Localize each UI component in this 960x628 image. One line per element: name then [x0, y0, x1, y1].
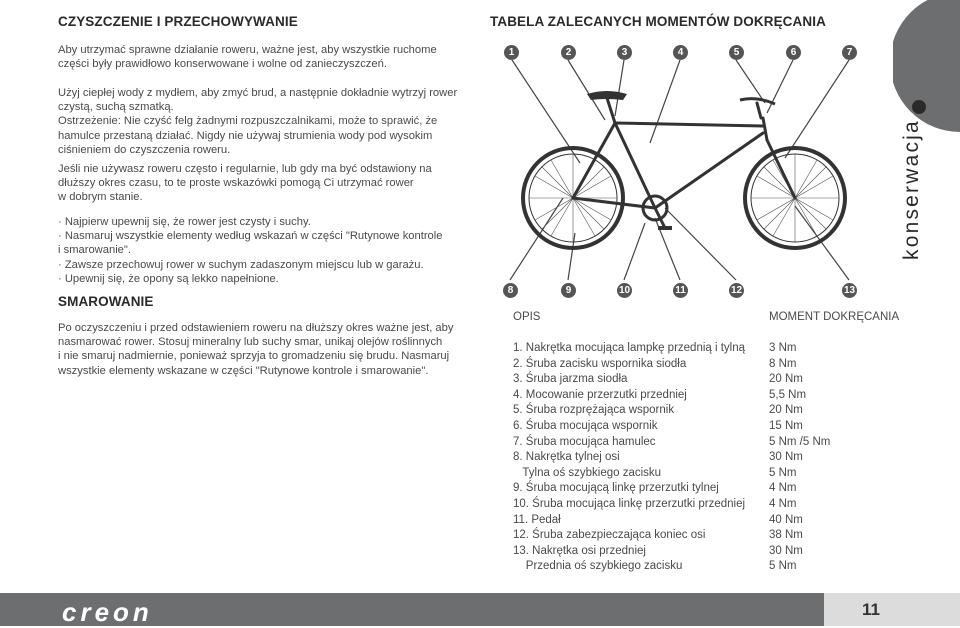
list-item: · Najpierw upewnij się, że rower jest czysty i suchy.	[58, 216, 311, 228]
torque-value: 8 Nm	[769, 357, 797, 370]
marker-11: 11	[673, 283, 688, 298]
seat-post	[607, 98, 615, 123]
text-line: Aby utrzymać sprawne działanie roweru, ważne jest, aby wszystkie ruchome	[58, 44, 437, 56]
text-line: Po oczyszczeniu i przed odstawieniem roweru na dłuższy okres ważne jest, aby	[58, 322, 454, 334]
torque-value: 30 Nm	[769, 451, 803, 464]
text-line: części były prawidłowo konserwowane i wolne od zanieczyszczeń.	[58, 58, 387, 71]
table-row: 13. Nakrętka osi przedniej	[513, 544, 646, 557]
torque-value: 3 Nm	[769, 342, 797, 354]
side-section-label: konserwacja	[900, 119, 923, 260]
head-tube	[763, 118, 767, 140]
torque-value: 20 Nm	[769, 373, 803, 386]
torque-table-title: TABELA ZALECANYCH MOMENTÓW DOKRĘCANIA	[490, 14, 826, 29]
torque-value: 4 Nm	[769, 497, 797, 510]
marker-5: 5	[729, 45, 744, 60]
text-line: Użyj ciepłej wody z mydłem, aby zmyć brud, a następnie dokładnie wytrzyj rower	[58, 87, 458, 99]
leader-line-4	[650, 60, 680, 143]
leader-line-8	[510, 198, 563, 280]
table-row: Tylna oś szybkiego zacisku	[513, 466, 662, 479]
table-row: 4. Mocowanie przerzutki przedniej	[513, 388, 687, 401]
cleaning-paragraph	[58, 86, 457, 157]
marker-3: 3	[617, 45, 632, 60]
torque-value: 5 Nm /5 Nm	[769, 435, 831, 448]
top-tube	[615, 123, 763, 126]
marker-13: 13	[843, 285, 856, 296]
list-item: · Zawsze przechowuj rower w suchym zadaszonym miejscu lub w garażu.	[58, 258, 424, 271]
lubrication-paragraph	[58, 321, 453, 378]
list-item: i smarowanie".	[58, 244, 131, 257]
table-row: 8. Nakrętka tylnej osi	[513, 451, 620, 464]
table-row: 11. Pedał	[513, 513, 561, 526]
section-title-lubrication: SMAROWANIE	[58, 294, 154, 309]
marker-4: 4	[673, 45, 688, 60]
table-row: Przednia oś szybkiego zacisku	[513, 560, 683, 573]
text-line: Ostrzeżenie: Nie czyść felg żadnymi rozpuszczalnikami, może to sprawić, że	[58, 115, 438, 128]
list-item: · Upewnij się, że opony są lekko napełnione.	[58, 272, 279, 285]
text-line: wszystkie elementy wskazane w części "Rutynowe kontrole i smarowanie".	[58, 364, 429, 377]
text-line: ciśnieniem do czyszczenia roweru.	[58, 143, 231, 156]
torque-value: 20 Nm	[769, 404, 803, 417]
leader-line-5	[736, 60, 765, 103]
marker-2: 2	[561, 45, 576, 60]
marker-10: 10	[618, 285, 631, 296]
text-line: czystą, suchą szmatką.	[58, 101, 174, 114]
torque-value: 15 Nm	[769, 419, 803, 432]
saddle	[587, 91, 627, 100]
torque-value: 4 Nm	[769, 482, 797, 495]
leader-line-7	[785, 60, 849, 158]
table-row: 10. Śruba mocująca linkę przerzutki przedniej	[513, 497, 746, 510]
page-number: 11	[862, 600, 880, 619]
torque-value: 40 Nm	[769, 513, 803, 526]
marker-7: 7	[842, 45, 857, 60]
marker-9: 9	[561, 283, 576, 298]
text-line: i nie smaruj nadmiernie, ponieważ sprzyja to gromadzeniu się brudu. Nasmaruj	[58, 350, 450, 363]
pedal	[658, 226, 672, 230]
text-line: w dobrym stanie.	[58, 191, 143, 204]
column-header-description: OPIS	[513, 311, 541, 323]
stem	[757, 103, 761, 118]
torque-value: 30 Nm	[769, 544, 803, 557]
storage-paragraph	[58, 162, 432, 205]
marker-8: 8	[503, 283, 518, 298]
text-line: nasmarować rower. Stosuj mineralny lub suchy smar, unikaj olejów roślinnych	[58, 336, 443, 349]
marker-1: 1	[504, 45, 519, 60]
table-row: 9. Śruba mocującą linkę przerzutki tylnej	[513, 482, 719, 495]
torque-value-list	[769, 341, 830, 575]
torque-value: 5,5 Nm	[769, 388, 807, 401]
torque-value: 38 Nm	[769, 529, 803, 542]
torque-description-list	[513, 341, 745, 575]
page-number-box	[824, 593, 960, 626]
intro-paragraph	[58, 43, 437, 71]
torque-value: 5 Nm	[769, 560, 797, 573]
table-row: 7. Śruba mocująca hamulec	[513, 435, 656, 448]
table-row: 3. Śruba jarzma siodła	[513, 373, 628, 386]
brand-logo: creon	[62, 597, 153, 627]
torque-value: 5 Nm	[769, 466, 797, 479]
leader-line-10	[624, 223, 645, 280]
storage-bullet-list	[58, 215, 443, 286]
table-row: 1. Nakrętka mocująca lampkę przednią i tylną	[513, 342, 746, 354]
table-row: 2. Śruba zacisku wspornika siodła	[513, 357, 687, 370]
table-row: 5. Śruba rozprężająca wspornik	[513, 404, 675, 417]
list-item: · Nasmaruj wszystkie elementy według wskazań w części "Rutynowe kontrole	[58, 230, 443, 243]
marker-6: 6	[786, 45, 801, 60]
bicycle-diagram	[495, 58, 875, 288]
leader-line-3	[615, 60, 624, 116]
text-line: dłuższy okres czasu, to te proste wskazówki pomogą Ci utrzymać rower	[58, 177, 414, 190]
text-line: Jeśli nie używasz roweru często i regularnie, lub gdy ma być odstawiony na	[58, 163, 432, 175]
leader-line-9	[568, 233, 575, 280]
leader-line-2	[568, 60, 605, 120]
column-header-torque: MOMENT DOKRĘCANIA	[769, 311, 900, 323]
leader-line-6	[767, 60, 793, 113]
text-line: hamulce przestaną działać. Nigdy nie używaj strumienia wody pod wysokim	[58, 129, 433, 142]
section-title-cleaning: CZYSZCZENIE I PRZECHOWYWANIE	[58, 14, 298, 29]
table-row: 12. Śruba zabezpieczająca koniec osi	[513, 529, 706, 542]
table-row: 6. Śruba mocująca wspornik	[513, 419, 658, 432]
marker-12: 12	[730, 285, 743, 296]
